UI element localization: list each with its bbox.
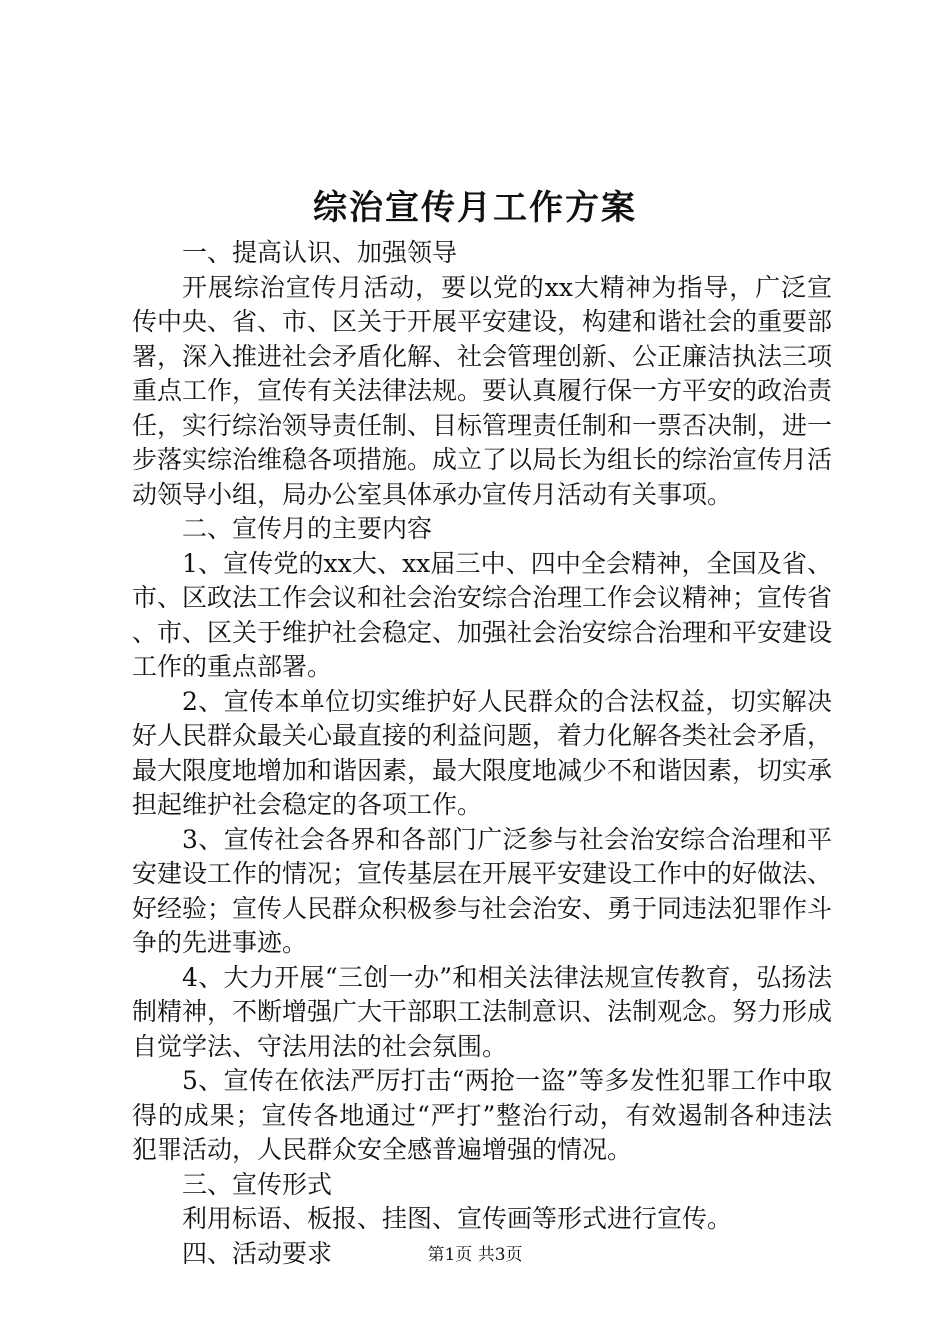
section-heading-4: 四、活动要求 (182, 1238, 333, 1268)
document-title: 综治宣传月工作方案 (313, 188, 637, 228)
paragraph-item-4: 4、大力开展“三创一办”和相关法律法规宣传教育，弘扬法制精神，不断增强广大干部职工法制意识、法制观念。努力形成自觉学法、守法用法的社会氛围。 (132, 962, 833, 1061)
paragraph-item-1: 1、宣传党的xx大、xx届三中、四中全会精神，全国及省、市、区政法工作会议和社会治安综合治理工作会议精神；宣传省、市、区关于维护社会稳定、加强社会治安综合治理和平安建设工作的重点部署。 (132, 548, 833, 681)
paragraph-leadership: 开展综治宣传月活动，要以党的xx大精神为指导，广泛宣传中央、省、市、区关于开展平安建设，构建和谐社会的重要部署，深入推进社会矛盾化解、社会管理创新、公正廉洁执法三项重点工作，宣传有关法律法规。要认真履行保一方平安的政治责任，实行综治领导责任制、目标管理责任制和一票否决制，进一步落实综治维稳各项措施。成立了以局长为组长的综治宣传月活动领导小组，局办公室具体承办宣传月活动有关事项。 (132, 272, 833, 509)
page-indicator: 第1页 共3页 (427, 1245, 523, 1265)
paragraph-item-2: 2、宣传本单位切实维护好人民群众的合法权益，切实解决好人民群众最关心最直接的利益问题，着力化解各类社会矛盾，最大限度地增加和谐因素，最大限度地减少不和谐因素，切实承担起维护社会稳定的各项工作。 (132, 686, 833, 819)
section-heading-3: 三、宣传形式 (182, 1169, 333, 1199)
paragraph-forms: 利用标语、板报、挂图、宣传画等形式进行宣传。 (182, 1204, 733, 1233)
paragraph-item-5: 5、宣传在依法严厉打击“两抢一盗”等多发性犯罪工作中取得的成果；宣传各地通过“严打”整治行动，有效遏制各种违法犯罪活动，人民群众安全感普遍增强的情况。 (132, 1066, 832, 1164)
document-body (132, 236, 832, 1271)
paragraph-item-3: 3、宣传社会各界和各部门广泛参与社会治安综合治理和平安建设工作的情况；宣传基层在开展平安建设工作中的好做法、好经验；宣传人民群众积极参与社会治安、勇于同违法犯罪作斗争的先进事迹。 (132, 824, 833, 957)
section-heading-1: 一、提高认识、加强领导 (182, 238, 458, 267)
section-heading-2: 二、宣传月的主要内容 (182, 514, 433, 543)
